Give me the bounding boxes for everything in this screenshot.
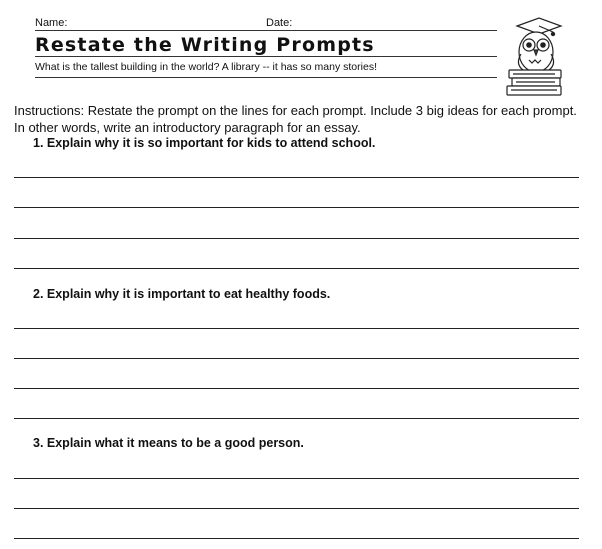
writing-line[interactable] — [14, 238, 579, 239]
writing-line[interactable] — [14, 268, 579, 269]
owl-on-books-icon — [503, 14, 567, 100]
prompt-2: 2. Explain why it is important to eat healthy foods. — [33, 287, 331, 301]
writing-line[interactable] — [14, 358, 579, 359]
title-underline — [35, 56, 497, 57]
writing-line[interactable] — [14, 328, 579, 329]
name-date-line — [35, 30, 497, 31]
writing-line[interactable] — [14, 207, 579, 208]
joke-subtitle: What is the tallest building in the world? A library -- it has so many stories! — [35, 61, 377, 73]
date-label: Date: — [266, 17, 293, 29]
writing-line[interactable] — [14, 418, 579, 419]
writing-line[interactable] — [14, 388, 579, 389]
prompt-1: 1. Explain why it is so important for kids to attend school. — [33, 136, 376, 150]
worksheet-title: Restate the Writing Prompts — [35, 34, 375, 56]
writing-line[interactable] — [14, 177, 579, 178]
subtitle-underline — [35, 77, 497, 78]
writing-line[interactable] — [14, 478, 579, 479]
prompt-3: 3. Explain what it means to be a good person. — [33, 436, 304, 450]
name-label: Name: — [35, 17, 68, 29]
writing-line[interactable] — [14, 538, 579, 539]
writing-line[interactable] — [14, 508, 579, 509]
instructions-text: Instructions: Restate the prompt on the lines for each prompt. Include 3 big ideas for each prompt. In other words, write an introductory paragraph for an essay. — [14, 103, 577, 135]
